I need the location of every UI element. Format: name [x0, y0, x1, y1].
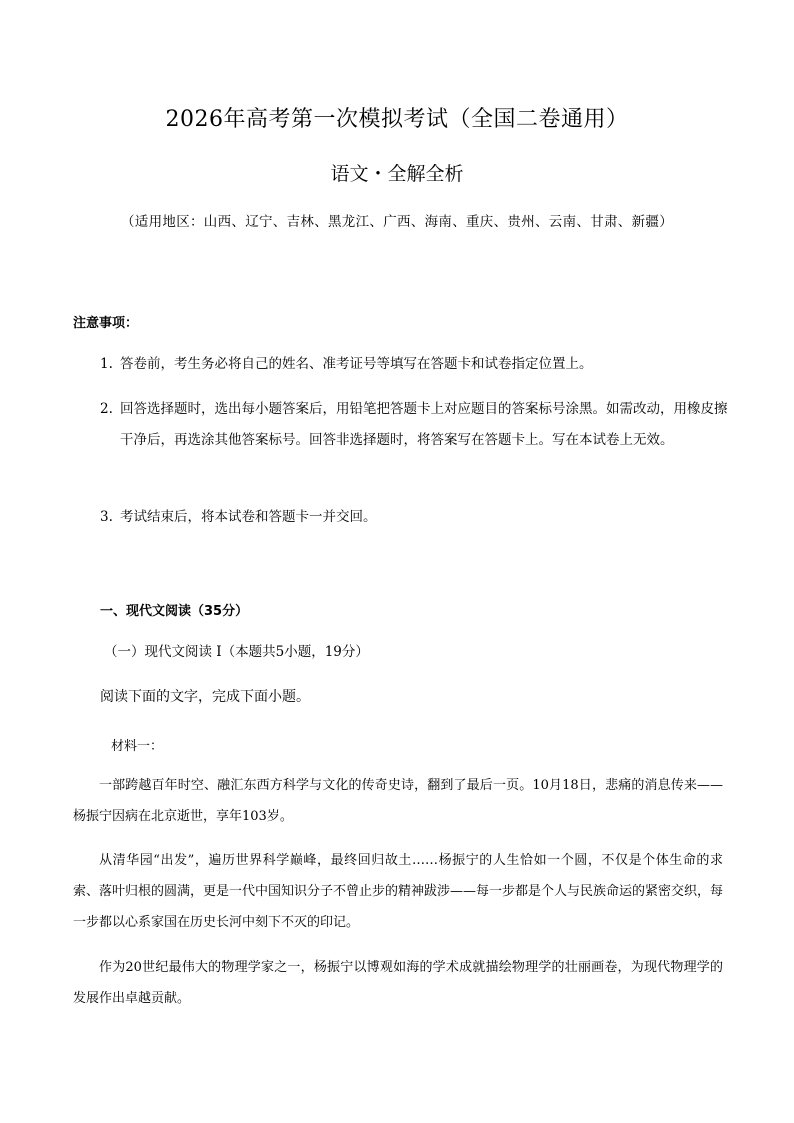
material-paragraph: 从清华园“出发”，遍历世界科学巅峰，最终回归故土……杨振宁的人生恰如一个圆，不仅是个体生命的求索、落叶归根的圆满，更是一代中国知识分子不曾止步的精神跋涉——每一步都是个人与民族命运的紧密交织，每一步都以心系家国在历史长河中刻下不灭的印记。: [73, 853, 724, 930]
subsection-heading: （一）现代文阅读 I（本题共5小题，19分）: [104, 644, 369, 660]
section-heading: 一、现代文阅读（35分）: [100, 604, 249, 619]
material-label: 材料一：: [111, 739, 164, 754]
notice-heading: 注意事项：: [73, 316, 139, 331]
notice-item-text: 回答选择题时，选出每小题答案后，用铅笔把答题卡上对应题目的答案标号涂黑。如需改动，用橡皮擦干净后，再选涂其他答案标号。回答非选择题时，将答案写在答题卡上。写在本试卷上无效。: [120, 401, 728, 448]
notice-item-number: 2.: [100, 401, 113, 417]
applicable-regions: （适用地区：山西、辽宁、吉林、黑龙江、广西、海南、重庆、贵州、云南、甘肃、新疆）: [121, 214, 673, 230]
exam-subtitle: 语文・全解全析: [330, 163, 464, 185]
notice-item-text: 答卷前，考生务必将自己的姓名、准考证号等填写在答题卡和试卷指定位置上。: [120, 356, 593, 372]
notice-item-text: 考试结束后，将本试卷和答题卡一并交回。: [120, 509, 377, 525]
notice-item-number: 1.: [100, 356, 113, 372]
material-paragraph: 一部跨越百年时空、融汇东西方科学与文化的传奇史诗，翻到了最后一页。10月18日，悲痛的消息传来——杨振宁因病在北京逝世，享年103岁。: [73, 778, 723, 824]
notice-item: [100, 349, 728, 380]
exam-title: 2026年高考第一次模拟考试（全国二卷通用）: [165, 107, 629, 132]
reading-instruction: 阅读下面的文字，完成下面小题。: [100, 689, 310, 705]
material-paragraph: 作为20世纪最伟大的物理学家之一，杨振宁以博观如海的学术成就描绘物理学的壮丽画卷，为现代物理学的发展作出卓越贡献。: [73, 960, 723, 1006]
notice-item: [100, 394, 728, 456]
notice-item: [100, 502, 728, 533]
notice-item-number: 3.: [100, 509, 113, 525]
